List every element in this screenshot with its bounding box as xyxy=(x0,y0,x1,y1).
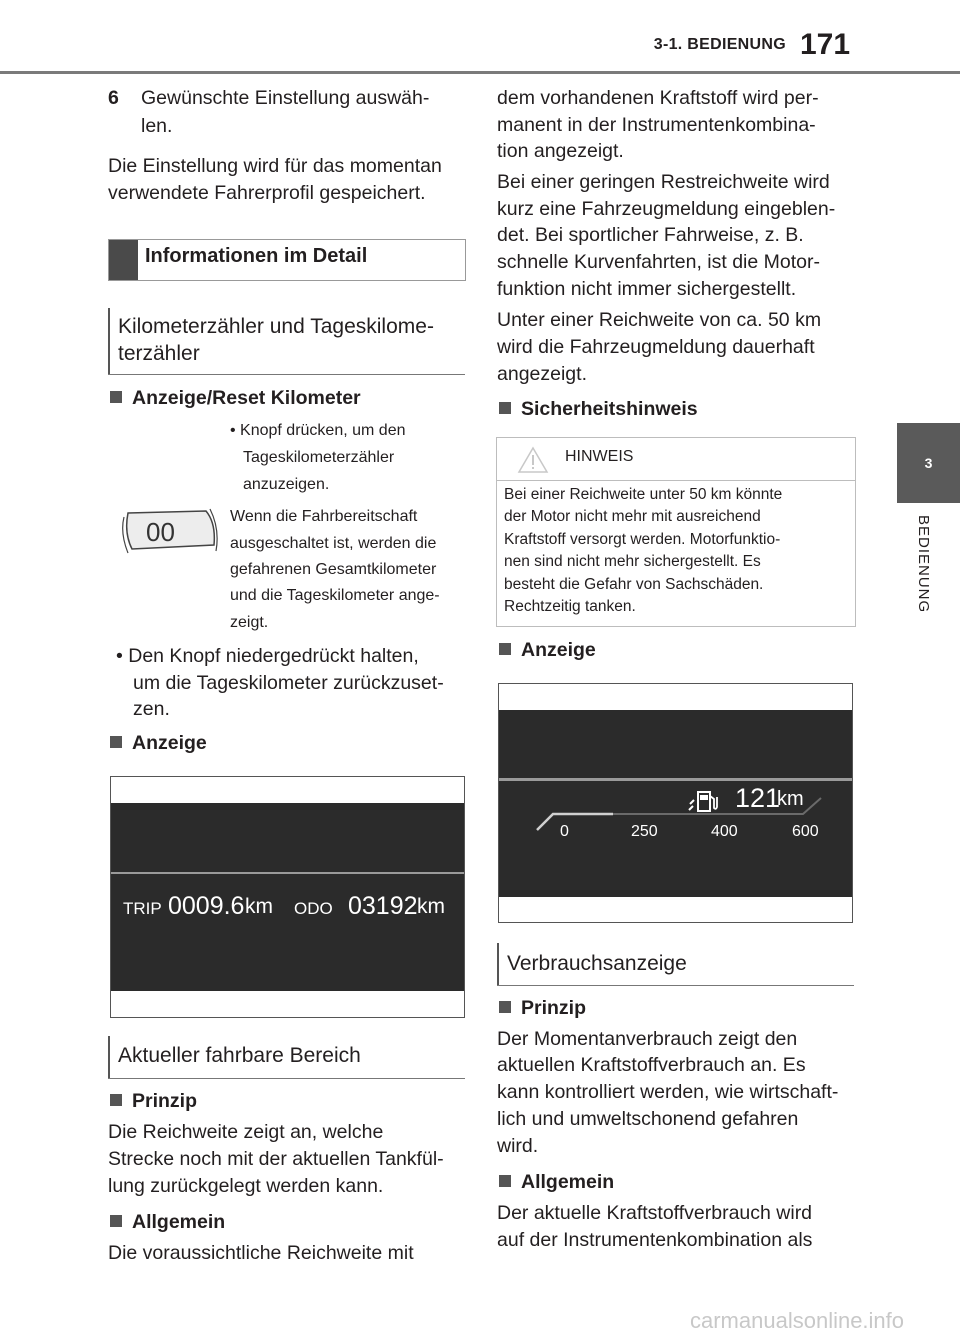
bullet-line: Tageskilometerzähler xyxy=(243,449,395,466)
paragraph-line: Die Reichweite zeigt an, welche xyxy=(108,1121,384,1143)
paragraph-line: Der Momentanverbrauch zeigt den xyxy=(497,1028,798,1050)
range-scale xyxy=(533,794,833,834)
square-bullet-icon xyxy=(110,391,122,403)
paragraph-line: lich und umweltschonend gefahren xyxy=(497,1108,799,1130)
scale-label: 400 xyxy=(711,823,738,840)
paragraph-line: Bei einer geringen Restreichweite wird xyxy=(497,171,830,193)
paragraph-line: schnelle Kurvenfahrten, ist die Motor- xyxy=(497,251,820,273)
odo-label: ODO xyxy=(294,899,333,918)
square-bullet-icon xyxy=(110,1215,122,1227)
paragraph-line: aktuellen Kraftstoffverbrauch an. Es xyxy=(497,1054,806,1076)
page-number: 171 xyxy=(800,28,851,61)
subheading-reset: Anzeige/Reset Kilometer xyxy=(110,387,361,410)
paragraph-line: kurz eine Fahrzeugmeldung eingeblen- xyxy=(497,198,836,220)
paragraph-line: lung zurückgelegt werden kann. xyxy=(108,1175,384,1197)
scale-label: 250 xyxy=(631,823,658,840)
paragraph-line: wird die Fahrzeugmeldung dauerhaft xyxy=(497,336,815,358)
range-value: 121 xyxy=(735,783,781,813)
subheading-prinzip: Prinzip xyxy=(110,1090,197,1113)
notice-label: HINWEIS xyxy=(565,448,634,465)
trip-unit: km xyxy=(245,895,273,918)
odometer-display xyxy=(110,776,465,1018)
paragraph-line: Unter einer Reichweite von ca. 50 km xyxy=(497,309,822,331)
odo-value: 03192 xyxy=(348,892,418,920)
paragraph-line: verwendete Fahrerprofil gespeichert. xyxy=(108,182,426,204)
square-bullet-icon xyxy=(499,402,511,414)
scale-label: 600 xyxy=(792,823,819,840)
chapter-label: BEDIENUNG xyxy=(915,515,932,614)
info-heading-box xyxy=(108,239,466,281)
paragraph-line: tion angezeigt. xyxy=(497,140,624,162)
subheading-sicherheit: Sicherheitshinweis xyxy=(499,398,698,421)
section-title: Aktueller fahrbare Bereich xyxy=(118,1044,361,1067)
chapter-tab: 3 xyxy=(897,423,960,503)
notice-text: Bei einer Reichweite unter 50 km könnte der Motor nicht mehr mit ausreichend Kraftstoff versorgt werden. Motorfunktio- nen sind nicht mehr sichergestellt. Es besteht die Gefahr von Sachschäden. Rechtzeitig tanken. xyxy=(504,486,783,616)
paragraph-line: kann kontrolliert werden, wie wirtschaft- xyxy=(497,1081,839,1103)
header-rule xyxy=(0,71,960,74)
paragraph-line: wird. xyxy=(497,1135,539,1157)
trip-label: TRIP xyxy=(123,899,162,918)
step-line-1: Gewünschte Einstellung auswäh- xyxy=(141,87,430,109)
square-bullet-icon xyxy=(499,1175,511,1187)
paragraph-line: funktion nicht immer sichergestellt. xyxy=(497,278,797,300)
bullet-line: • Knopf drücken, um den xyxy=(230,422,406,439)
paragraph-line: manent in der Instrumentenkombina- xyxy=(497,114,816,136)
trip-value: 0009.6 xyxy=(168,892,245,920)
paragraph-line: det. Bei sportlicher Fahrweise, z. B. xyxy=(497,224,804,246)
note-line: Wenn die Fahrbereitschaft xyxy=(230,508,418,525)
paragraph-line: Der aktuelle Kraftstoffverbrauch wird xyxy=(497,1202,813,1224)
section-title-line: Kilometerzähler und Tageskilome- xyxy=(118,315,434,338)
step-line-2: len. xyxy=(141,115,173,137)
bullet-line: anzuzeigen. xyxy=(243,476,330,493)
paragraph-line: auf der Instrumentenkombination als xyxy=(497,1229,813,1251)
paragraph-line: Strecke noch mit der aktuellen Tankfül- xyxy=(108,1148,444,1170)
reset-button-illustration xyxy=(120,505,220,555)
section-rule xyxy=(108,374,465,375)
subheading-anzeige: Anzeige xyxy=(499,639,596,662)
step-number: 6 xyxy=(108,87,119,109)
section-title-line: terzähler xyxy=(118,342,200,365)
info-heading-title: Informationen im Detail xyxy=(145,245,368,267)
section-title: Verbrauchsanzeige xyxy=(507,952,687,975)
bullet-line: zen. xyxy=(133,698,170,720)
paragraph-line: Die Einstellung wird für das momentan xyxy=(108,155,442,177)
range-unit: km xyxy=(777,788,804,810)
bullet-line: • Den Knopf niedergedrückt halten, xyxy=(116,645,419,667)
square-bullet-icon xyxy=(110,736,122,748)
section-marker xyxy=(108,308,110,374)
paragraph-line: angezeigt. xyxy=(497,363,587,385)
section-marker xyxy=(497,943,499,985)
button-label: 00 xyxy=(146,517,175,547)
note-line: und die Tageskilometer ange- xyxy=(230,587,440,604)
section-rule xyxy=(497,985,854,986)
scale-label: 0 xyxy=(560,823,569,840)
section-title: 3-1. BEDIENUNG xyxy=(653,36,786,53)
info-heading-bar xyxy=(109,240,138,280)
watermark[interactable]: carmanualsonline.info xyxy=(690,1308,905,1333)
subheading-prinzip: Prinzip xyxy=(499,997,586,1020)
warning-triangle-icon xyxy=(517,446,549,474)
range-display xyxy=(498,683,853,923)
subheading-anzeige: Anzeige xyxy=(110,732,207,755)
note-line: gefahrenen Gesamtkilometer xyxy=(230,561,437,578)
square-bullet-icon xyxy=(499,643,511,655)
notice-box xyxy=(496,437,856,627)
paragraph-line: Die voraussichtliche Reichweite mit xyxy=(108,1242,414,1264)
subheading-allgemein: Allgemein xyxy=(499,1171,614,1194)
square-bullet-icon xyxy=(110,1094,122,1106)
section-marker xyxy=(108,1036,110,1078)
square-bullet-icon xyxy=(499,1001,511,1013)
subheading-allgemein: Allgemein xyxy=(110,1211,225,1234)
paragraph-line: dem vorhandenen Kraftstoff wird per- xyxy=(497,87,819,109)
section-rule xyxy=(108,1078,465,1079)
odo-unit: km xyxy=(417,895,445,918)
note-line: ausgeschaltet ist, werden die xyxy=(230,535,437,552)
note-line: zeigt. xyxy=(230,614,269,631)
bullet-line: um die Tageskilometer zurückzuset- xyxy=(133,672,444,694)
